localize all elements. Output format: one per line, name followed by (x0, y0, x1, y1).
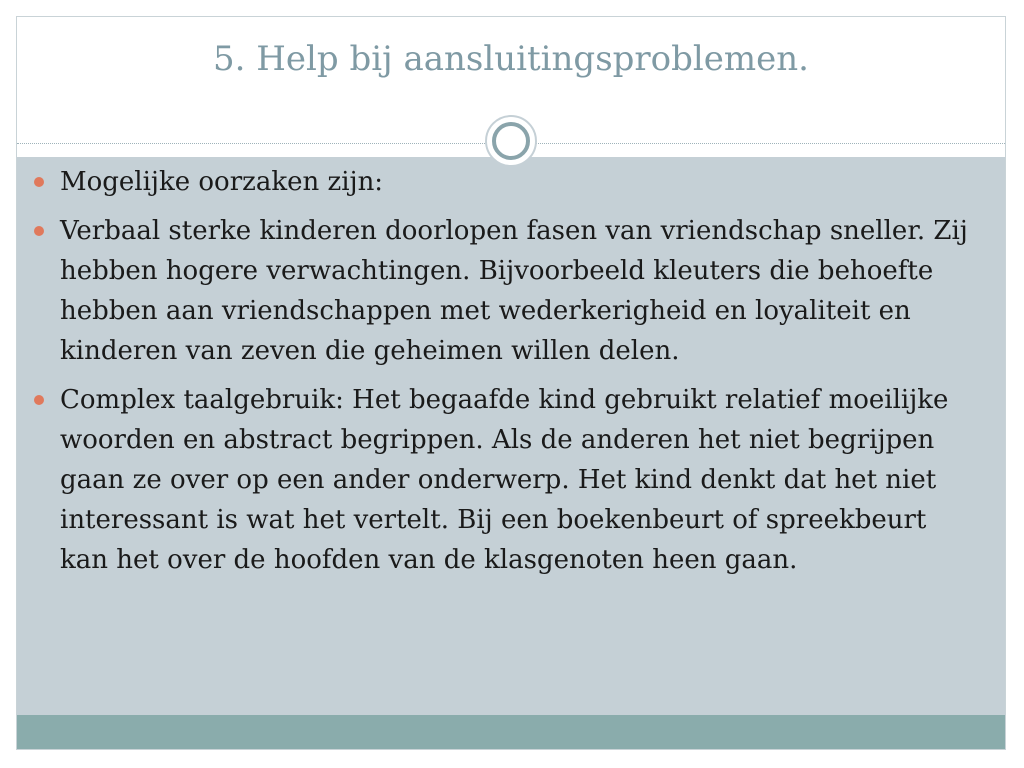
bullet-dot-icon (34, 395, 44, 405)
bullet-text: Complex taalgebruik: Het begaafde kind gebruikt relatief moeilijke woorden en abstract begrippen. Als de anderen het niet begrijpen gaan ze over op een ander onderwerp. Het kind denkt dat het niet interessant is wat het vertelt. Bij een boekenbeurt of spreekbeurt kan het over de hoofden van de klasgenoten heen gaan. (60, 385, 949, 575)
bullet-item (28, 380, 968, 580)
footer-band (17, 715, 1005, 750)
bullet-dot-icon (34, 226, 44, 236)
circle-ornament-inner (492, 122, 530, 160)
bullet-list (28, 162, 968, 589)
bullet-dot-icon (34, 177, 44, 187)
circle-ornament-icon (485, 115, 537, 167)
slide-title: 5. Help bij aansluitingsproblemen. (213, 39, 809, 79)
bullet-text: Verbaal sterke kinderen doorlopen fasen van vriendschap sneller. Zij hebben hogere verwachtingen. Bijvoorbeeld kleuters die behoefte hebben aan vriendschappen met wederkerigheid en loyaliteit en kinderen van zeven die geheimen willen delen. (60, 216, 968, 366)
bullet-item (28, 162, 968, 202)
bullet-item (28, 211, 968, 371)
bullet-text: Mogelijke oorzaken zijn: (60, 167, 384, 197)
